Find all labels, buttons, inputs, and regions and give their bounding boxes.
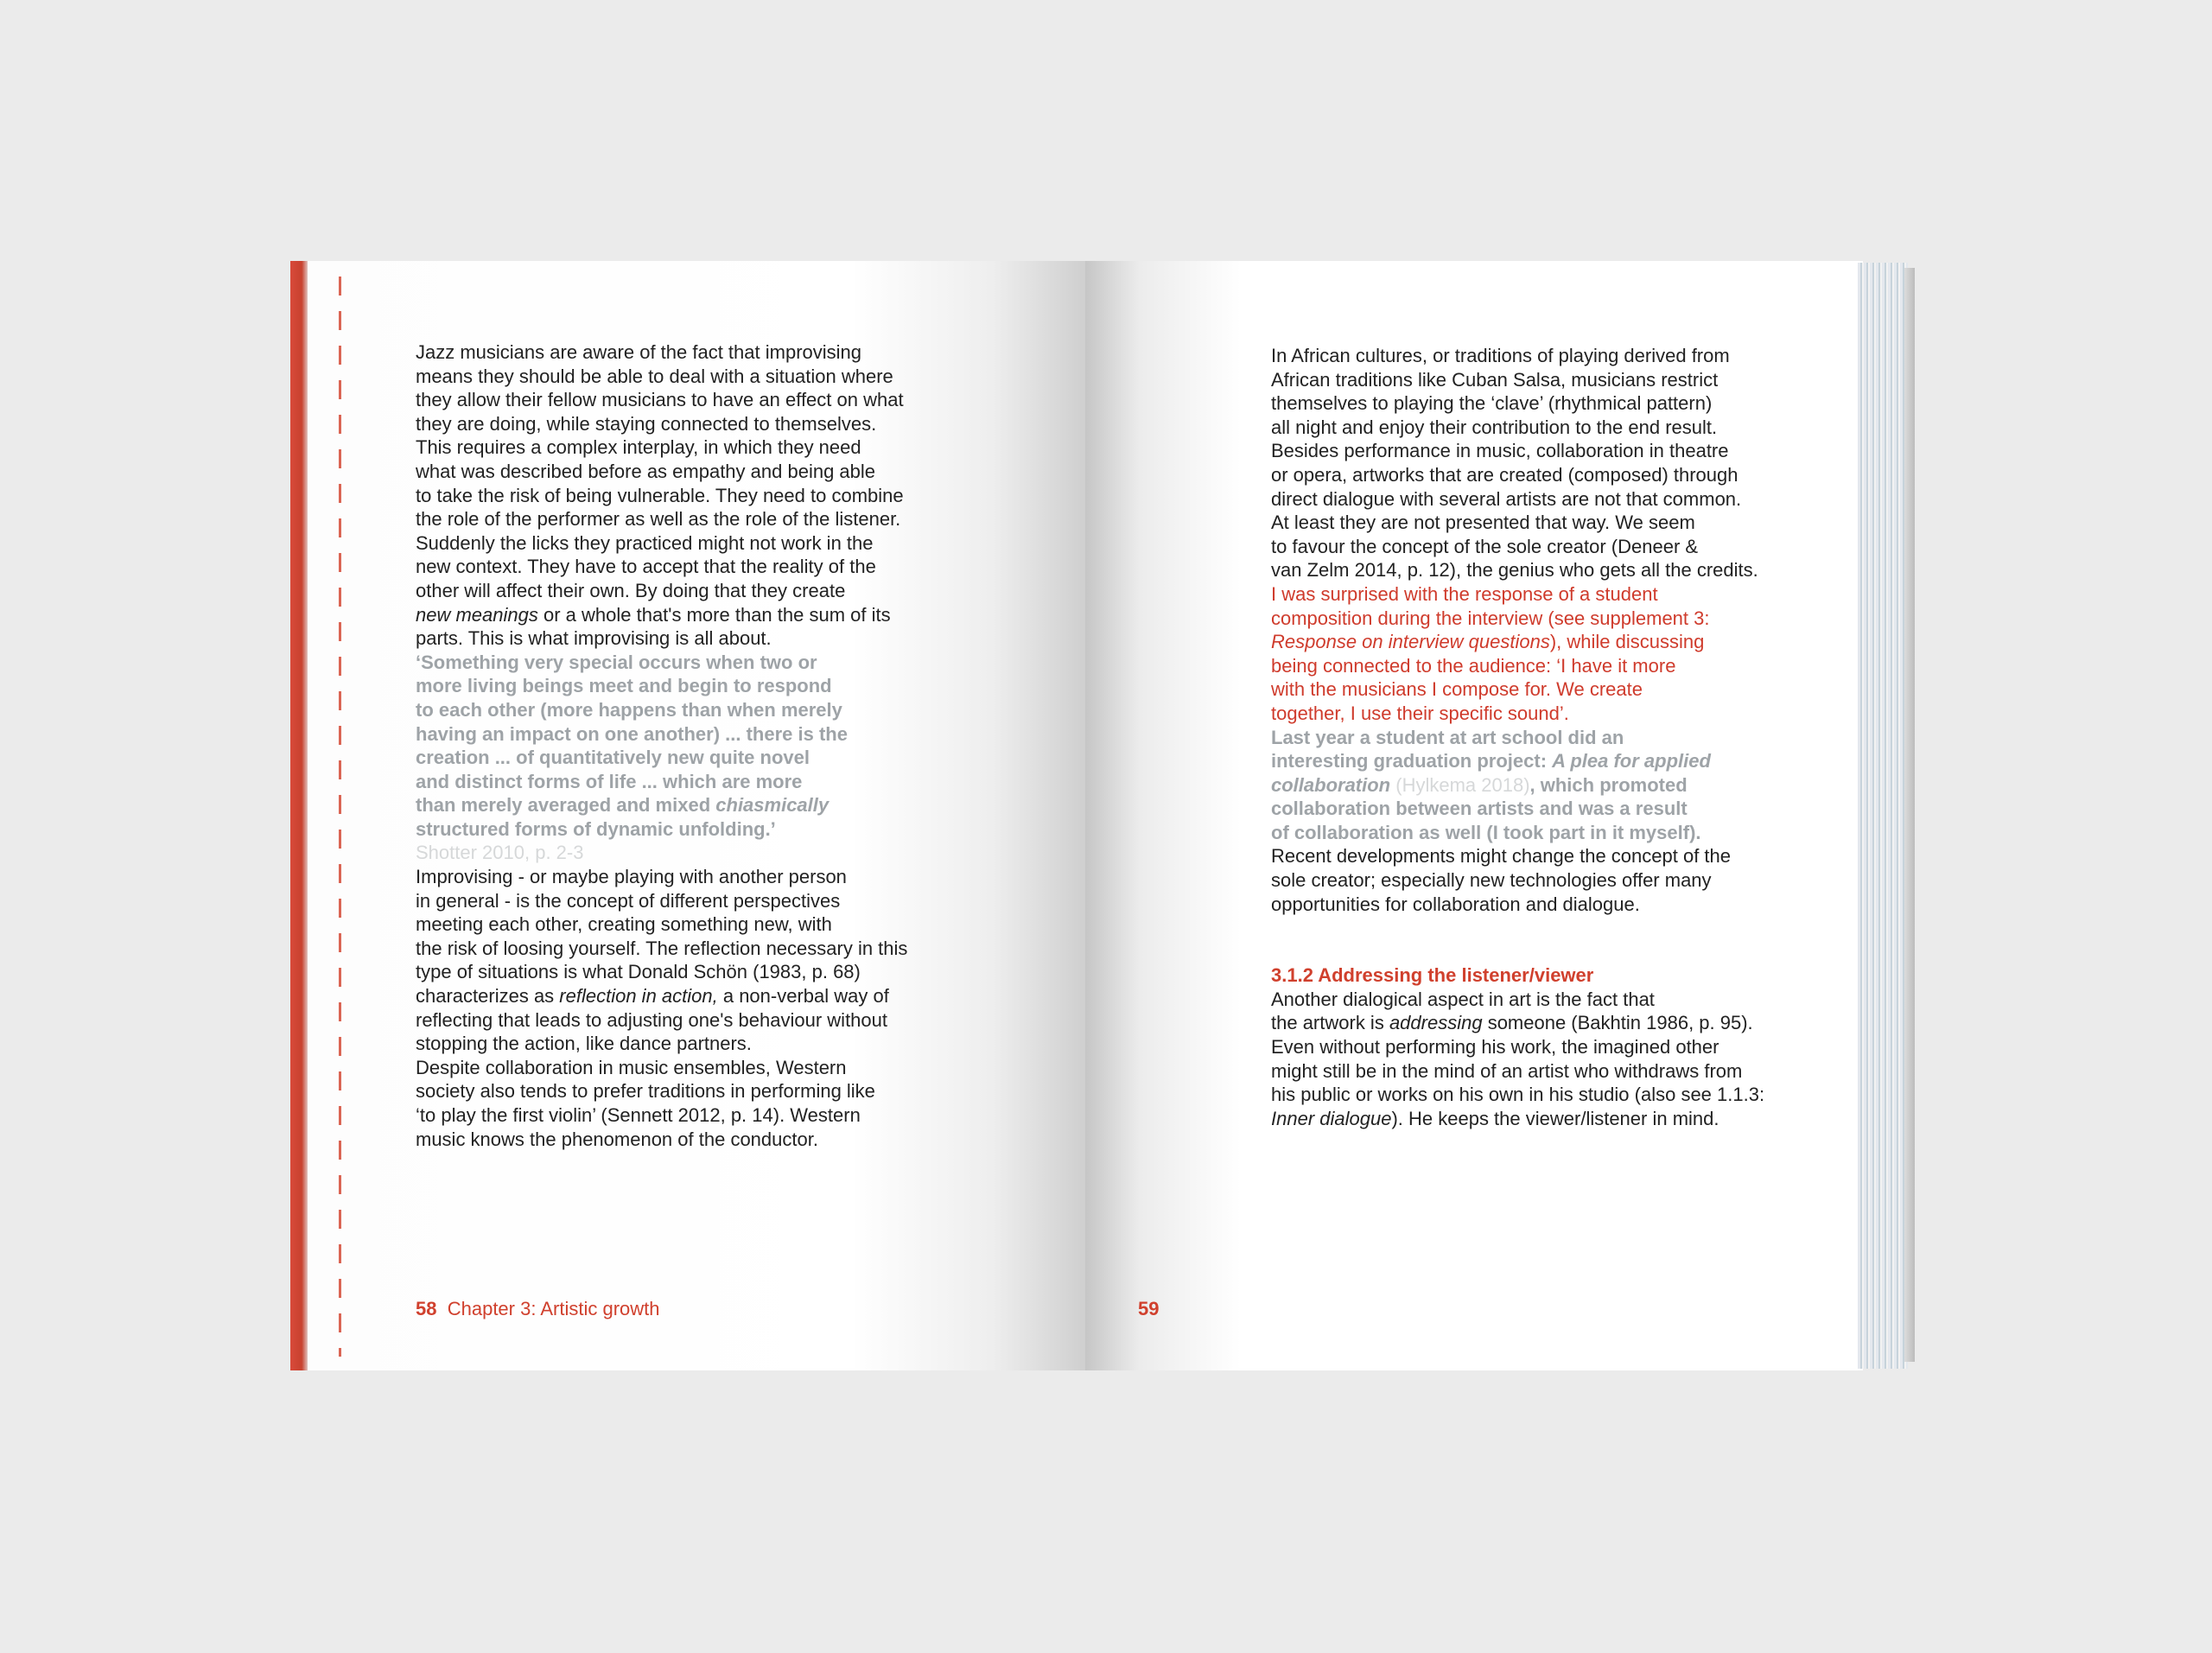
student-response-note: I was surprised with the response of a student composition during the interview (see supplement 3: Response on interview questions), while discussing being connected to the audience: ‘I have it more with the musicians I compose for. We create together, I use their specific sound’. [1271,582,1710,724]
fore-edge-tip [1904,268,1915,1362]
page-number-left: 58 [416,1298,437,1319]
left-folio [416,1298,660,1320]
red-bleed-marks [339,277,341,1357]
right-paragraph-3: Another dialogical aspect in art is the fact that the artwork is addressing someone (Bakhtin 1986, p. 95). Even without performing his work, the imagined other might still be in the mind of an artist who withdraws from his public or works on his own in his studio (also see 1.1.3: Inner dialogue). He keeps the viewer/listener in mind. [1271,988,1765,1129]
page-number-right: 59 [1138,1298,1160,1319]
graduation-project-note: Last year a student at art school did an interesting graduation project: A plea for applied collaboration (Hylkema 2018), which promoted collaboration between artists and was a result of collaboration as well (I took part in it myself). [1271,726,1711,843]
left-paragraph-1: Jazz musicians are aware of the fact that improvising means they should be able to deal with a situation where they allow their fellow musicians to have an effect on what they are doing, while staying connected to themselves. This requires a complex interplay, in which they need what was described before as empathy and being able to take the risk of being vulnerable. They need to combine the role of the performer as well as the role of the listener. Suddenly the licks they practiced might not work in the new context. They have to accept that the reality of the other will affect their own. By doing that they create new meanings or a whole that's more than the sum of its parts. This is what improvising is all about. [416,341,904,650]
red-page-edge [290,261,309,1370]
chapter-title: Chapter 3: Artistic growth [447,1298,660,1319]
quote-citation: Shotter 2010, p. 2-3 [416,842,584,864]
left-page-body [416,340,951,1151]
left-paragraph-2: Improvising - or maybe playing with another person in general - is the concept of different perspectives meeting each other, creating something new, with the risk of loosing yourself. The reflection necessary in this type of situations is what Donald Schön (1983, p. 68) characterizes as reflection in action, a non-verbal way of reflecting that leads to adjusting one's behaviour without stopping the action, like dance partners. [416,866,908,1055]
right-folio [1138,1298,1159,1320]
section-heading: 3.1.2 Addressing the listener/viewer [1271,964,1594,987]
right-page-body [1271,344,1798,1130]
right-paragraph-1: In African cultures, or traditions of playing derived from African traditions like Cuban Salsa, musicians restrict themselves to playing the ‘clave’ (rhythmical pattern) all night and enjoy their contribution to the end result. Besides performance in music, collaboration in theatre or opera, artworks that are created (composed) through direct dialogue with several artists are not that common. At least they are not presented that way. We seem to favour the concept of the sole creator (Deneer & van Zelm 2014, p. 12), the genius who gets all the credits. [1271,345,1758,582]
left-paragraph-3: Despite collaboration in music ensembles, Western society also tends to prefer traditions in performing like ‘to play the first violin’ (Sennett 2012, p. 14). Western music knows the phenomenon of the conductor. [416,1056,875,1150]
fore-edge [1858,263,1908,1369]
right-paragraph-2: Recent developments might change the concept of the sole creator; especially new technologies offer many opportunities for collaboration and dialogue. [1271,845,1732,915]
shotter-quote: ‘Something very special occurs when two or more living beings meet and begin to respond to each other (more happens than when merely having an impact on one another) ... there is the creation ... of quantitatively new quite novel and distinct forms of life ... which are more than merely averaged and mixed chiasmically structured forms of dynamic unfolding.’ Shotter 2010, p. 2-3 [416,651,848,864]
